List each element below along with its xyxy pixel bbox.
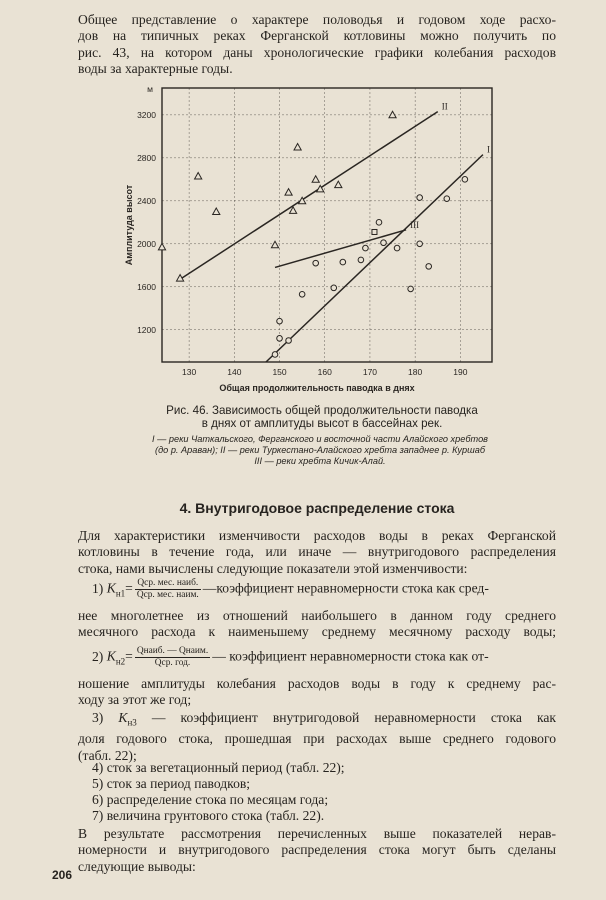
x-tick-label: 140 <box>227 367 242 377</box>
data-point-triangle <box>195 173 202 179</box>
text-line: Общее представление о характере половодья и годовом ходе расхо- <box>78 12 556 27</box>
trend-label-ii: II <box>441 101 448 112</box>
data-point-triangle <box>213 208 220 214</box>
list-item: 5) сток за период паводков; <box>92 776 251 791</box>
x-tick-label: 130 <box>182 367 197 377</box>
data-point-circle <box>417 241 423 247</box>
y-tick-label: 3200 <box>137 109 156 120</box>
data-point-circle <box>381 240 387 246</box>
formula1-continuation <box>78 608 556 641</box>
list-item: 6) распределение стока по месяцам года; <box>92 792 329 807</box>
coefficient-symbol: K <box>118 710 128 725</box>
body-paragraph <box>78 528 556 577</box>
text-line: Для характеристики изменчивости расходов воды в реках Ферганской <box>78 528 556 543</box>
data-point-triangle <box>312 176 319 182</box>
x-tick-label: 180 <box>408 367 423 377</box>
x-tick-label: 170 <box>362 367 378 377</box>
page-number: 206 <box>52 868 73 882</box>
data-point-circle <box>277 336 283 342</box>
data-point-circle <box>358 257 364 263</box>
data-point-triangle <box>158 243 165 249</box>
formula-k3 <box>78 710 556 764</box>
data-point-circle <box>426 264 432 270</box>
denominator: Qср. мес. наим. <box>136 590 199 600</box>
y-tick-label: 2800 <box>137 152 156 163</box>
trend-label-i: I <box>486 144 490 155</box>
data-point-circle <box>313 260 319 266</box>
denominator: Qср. год. <box>154 658 191 668</box>
equals-sign: = <box>125 580 133 596</box>
formula2-continuation <box>78 676 556 709</box>
trend-line-i <box>266 155 483 362</box>
x-tick-label: 190 <box>453 367 468 377</box>
section-title: 4. Внутригодовое распределение стока <box>179 500 455 516</box>
data-point-circle <box>408 286 414 292</box>
trend-label-iii: III <box>410 219 420 230</box>
caption-line: Рис. 46. Зависимость общей продолжительности паводка <box>166 404 478 417</box>
caption-line: в днях от амплитуды высот в бассейнах рек. <box>201 417 443 431</box>
text-line: месячного расхода к наименьшему среднему месячному расходу воды; <box>78 624 556 640</box>
formula-description: — коэффициент внутригодовой неравномерности стока как <box>136 710 556 725</box>
data-point-circle <box>462 177 468 183</box>
data-point-circle <box>394 245 400 251</box>
coefficient-subscript: н3 <box>127 717 137 728</box>
data-point-triangle <box>389 111 396 117</box>
text-line: (табл. 22); <box>78 747 137 763</box>
text-line: номерности и внутригодового распределения стока могут быть сделаны <box>78 842 556 858</box>
intro-paragraph <box>78 12 556 78</box>
data-point-triangle <box>271 241 278 247</box>
y-axis-label: Амплитуда высот <box>124 184 134 266</box>
text-line: дов на типичных реках Ферганской котловины можно получить по <box>78 28 556 44</box>
text-line: стока, нами вычислены следующие показатели этой изменчивости: <box>78 560 468 576</box>
data-point-triangle <box>294 143 301 149</box>
text-line: нее многолетнее из отношений наибольшего в данном году среднего <box>78 608 556 623</box>
text-line: следующие выводы: <box>78 858 196 874</box>
text-line: доля годового стока, прошедшая при расходах выше среднего годового <box>78 731 556 747</box>
data-point-triangle <box>285 189 292 195</box>
legend-line: (до р. Араван); II — реки Туркестано-Алайского хребта западнее р. Куршаб <box>155 445 485 455</box>
formula-prefix: 3) <box>92 710 119 725</box>
data-point-circle <box>444 196 450 202</box>
formula-k1 <box>78 578 556 601</box>
y-tick-label: 2400 <box>137 195 156 206</box>
text-line: ношение амплитуды колебания расходов воды в году к среднему рас- <box>78 676 556 691</box>
text-line: воды за характерные годы. <box>78 61 233 77</box>
figure-legend <box>110 434 530 467</box>
text-line: В результате рассмотрения перечисленных выше показателей нерав- <box>78 826 556 841</box>
numerator: Qср. мес. наиб. <box>135 578 201 590</box>
coefficient-symbol: K <box>106 648 116 664</box>
legend-line: I — реки Чаткальского, Ферганского и восточной части Алайского хребтов <box>152 434 488 444</box>
coefficient-subscript: н2 <box>115 656 126 667</box>
data-point-square <box>372 229 377 234</box>
formula-description: —коэффициент неравномерности стока как сред- <box>202 580 489 596</box>
text-line: рис. 43, на котором даны хронологические графики колебания расходов <box>78 44 556 60</box>
data-point-circle <box>272 352 278 358</box>
x-tick-label: 150 <box>272 367 287 377</box>
y-tick-label: 1600 <box>137 281 156 292</box>
data-point-circle <box>277 318 283 324</box>
legend-line: III — реки хребта Кичик-Алай. <box>254 456 386 466</box>
conclusion-paragraph <box>78 826 556 875</box>
plot-frame <box>162 88 492 362</box>
formula-k2 <box>78 646 556 669</box>
coefficient-symbol: K <box>106 580 116 596</box>
trend-line-ii <box>180 112 438 280</box>
fraction <box>135 646 210 669</box>
y-unit-label: м <box>147 84 153 94</box>
data-point-circle <box>286 338 292 344</box>
figure-46-chart <box>110 82 510 394</box>
x-axis-label: Общая продолжительность паводка в днях <box>219 383 415 393</box>
formula-prefix: 1) <box>92 580 107 596</box>
fraction <box>135 578 201 601</box>
data-point-circle <box>299 292 305 298</box>
data-point-circle <box>376 220 382 226</box>
data-point-circle <box>363 245 369 251</box>
y-tick-label: 2000 <box>137 238 156 249</box>
y-tick-label: 1200 <box>137 324 156 335</box>
coefficient-subscript: н1 <box>115 588 126 599</box>
formula-description: — коэффициент неравномерности стока как от- <box>212 648 489 664</box>
data-point-circle <box>331 285 337 291</box>
text-line: ходу за этот же год; <box>78 692 192 708</box>
list-item: 7) величина грунтового стока (табл. 22). <box>92 808 325 823</box>
figure-caption <box>122 404 522 431</box>
formula-prefix: 2) <box>92 648 107 664</box>
data-point-circle <box>340 259 346 265</box>
x-tick-label: 160 <box>317 367 332 377</box>
equals-sign: = <box>125 648 133 664</box>
data-point-circle <box>417 195 423 201</box>
text-line: котловины в течение года, или иначе — внутригодового распределения <box>78 544 556 560</box>
list-item: 4) сток за вегетационный период (табл. 22); <box>92 760 345 775</box>
numerator: Qнаиб. — Qнаим. <box>136 646 209 656</box>
data-point-triangle <box>335 181 342 187</box>
text-line <box>78 710 556 731</box>
